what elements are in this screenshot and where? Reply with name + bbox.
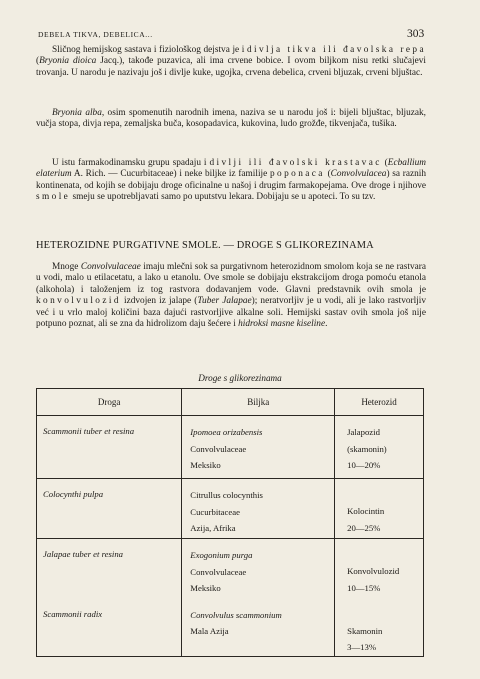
drug-cell: Colocynthi pulpa (43, 489, 104, 499)
running-head: DEBELA TIKVA, DEBELICA... (38, 30, 153, 39)
plant-cell (182, 479, 334, 537)
plant-origin: Meksiko (190, 583, 221, 593)
paragraph-bryonia-alba: Bryonia alba, osim spomenutih narodnih imena, naziva se u narodu još i: bijeli bljuštac, bljuzak, vučja stopa, divja repa, zemaljska buča, kosopadavica, kukovina, ludo grožđe, tikvenjača, tušika. (36, 108, 426, 130)
plant-cell (182, 599, 334, 640)
table-row (37, 416, 424, 479)
drug-cell: Jalapae tuber et resina (43, 549, 124, 559)
plant-family: Convolvulaceae (190, 566, 247, 577)
section-heading: HETEROZIDNE PURGATIVNE SMOLE. — DROGE S GLIKOREZINAMA (36, 240, 374, 251)
column-header-heterozide: Heterozid (335, 389, 424, 416)
plant-origin: Azija, Afrika (190, 523, 236, 533)
heterozide-percent: 10—20% (347, 460, 381, 470)
plant-origin: Mala Azija (190, 626, 229, 636)
heterozide-name: Jalapozid (347, 427, 380, 437)
table-header-row (37, 389, 424, 416)
plant-family: Convolvulaceae (190, 443, 247, 454)
table-row (37, 599, 424, 657)
paragraph-pharmacodynamic-group: U istu farmakodinamsku grupu spadaju i divlji ili đavolski krastavac (Ecballium elaterium A. Rich. — Cucurbitaceae) i neke biljke iz familije poponaca (Convolvulacea) sa raznih kontinenata, od kojih se dobijaju droge oficinalne u našoj i drugim farmakopejama. Ove droge i njihove smole smeju se upotrebljavati samo po uputstvu lekara. Dobijaju se u apoteci. To su tzv. (36, 158, 426, 203)
plant-cell (182, 416, 334, 474)
column-header-drug: Droga (37, 389, 182, 416)
column-header-plant: Biljka (182, 389, 335, 416)
heterozide-alt-name: (skamonin) (347, 443, 387, 454)
heterozide-name: Konvolvulozid (347, 566, 400, 576)
table-row (37, 479, 424, 539)
heterozide-cell (335, 599, 423, 656)
drug-cell: Scammonii radix (43, 608, 103, 619)
plant-family: Cucurbitaceae (190, 506, 240, 517)
plant-cell (182, 539, 334, 597)
heterozide-percent: 10—15% (347, 582, 381, 593)
plant-species: Citrullus colocynthis (190, 490, 263, 500)
heterozide-name: Kolocintin (347, 506, 385, 516)
heterozide-cell (335, 479, 423, 536)
heterozide-name: Skamonin (347, 625, 383, 636)
plant-species: Ipomoea orizabensis (190, 427, 263, 437)
plant-species: Exogonium purga (190, 550, 253, 560)
table-title: Droge s glikorezinama (198, 373, 282, 383)
plant-species: Convolvulus scammonium (190, 609, 282, 620)
table-row (37, 539, 424, 599)
heterozide-percent: 3—13% (347, 642, 377, 652)
plant-origin: Meksiko (190, 460, 221, 470)
page-number: 303 (407, 28, 425, 40)
heterozide-cell (335, 539, 423, 596)
heterozide-percent: 20—25% (347, 522, 381, 533)
paragraph-convolvulaceae: Mnoge Convolvulaceae imaju mlečni sok sa purgativnom heterozidnom smolom koja se ne rastvara u vodi, malo u etilacetatu, a lako u etanolu. Ove smole se dobijaju ekstrakcijom droga pomoću etanola (alkohola) i taloženjem iz tog rastvora dodavanjem vode. Glavni predstavnik ovih smola je konvolvulozid izdvojen iz jalape (Tuber Jalapae); neratvorljiv je u vodi, ali je lako rastvorljiv već i u vrlo maloj količini baza dajući rastvorljive alkalne soli. Hemijski sastav ovih smola još nije potpuno poznat, ali se zna da hidrolizom daju šećere i hidroksi masne kiseline. (36, 262, 427, 330)
paragraph-bryonia-dioica: Sličnog hemijskog sastava i fiziološkog dejstva je i divlja tikva ili đavolska repa (Bryonia dioica Jacq.), takođe puzavica, ali ima crvene bobice. I ovom biljkom nisu retki slučajevi trovanja. U narodu je nazivaju još i divlje kuke, ugojka, crvena debelica, crveni bljuzak, crveni bljuštac. (36, 45, 426, 78)
heterozide-cell (335, 416, 423, 474)
drug-cell: Scammonii tuber et resina (43, 426, 135, 436)
glycoresin-drugs-table (36, 388, 424, 657)
